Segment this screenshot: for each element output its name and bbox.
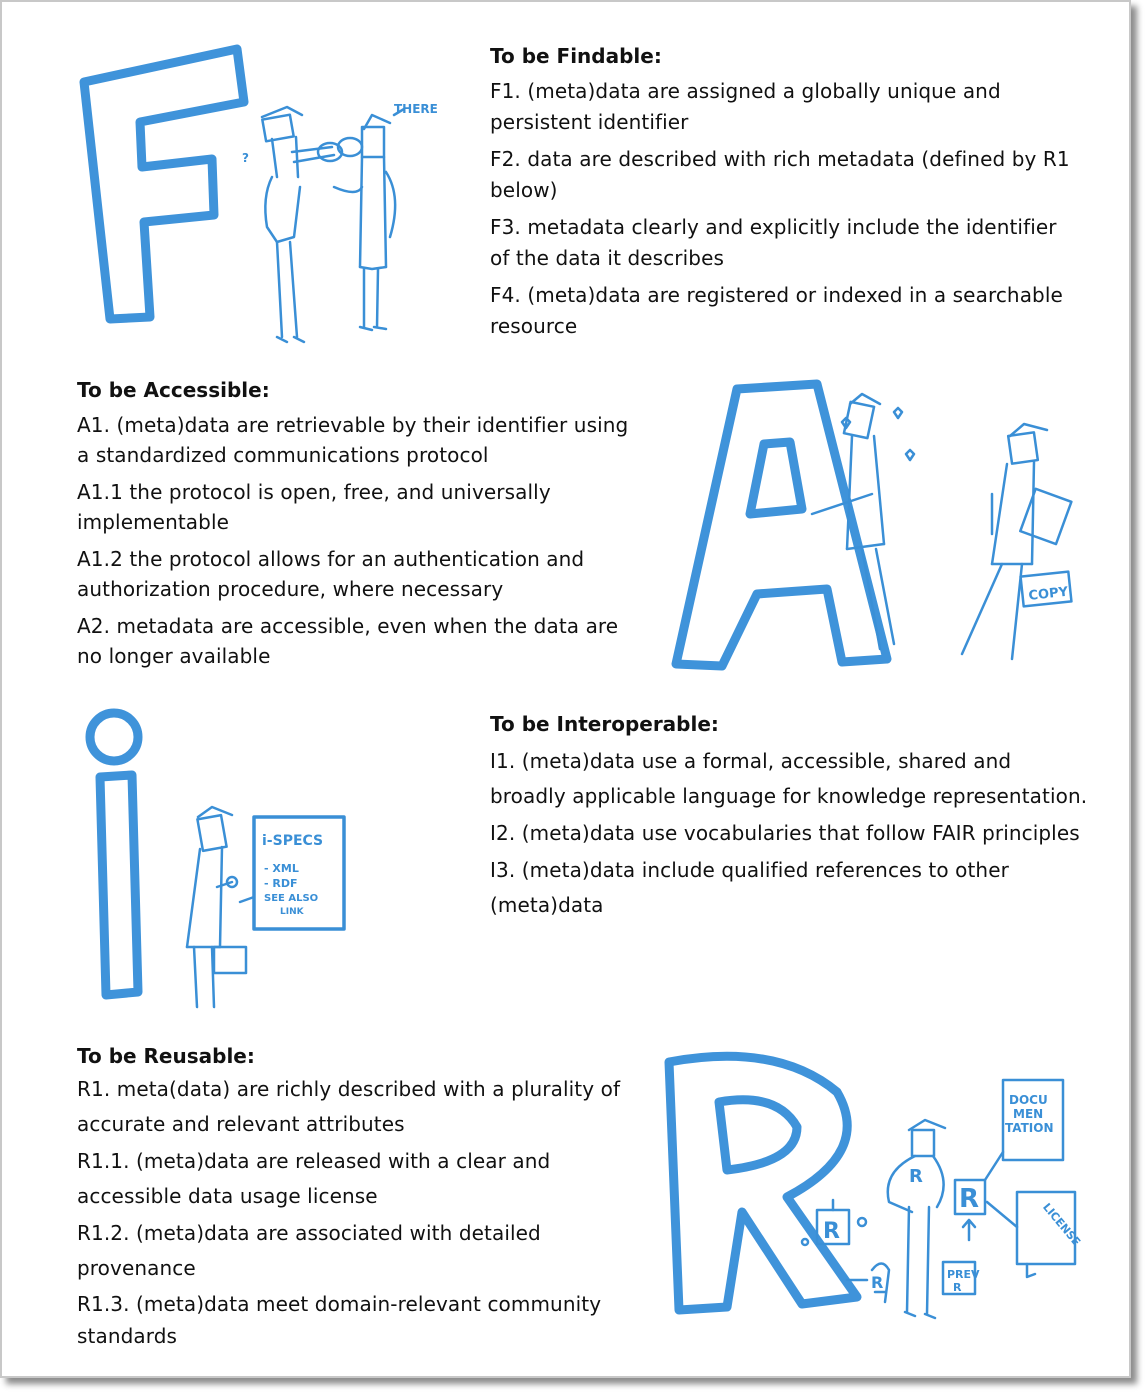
prev-r-label: R xyxy=(953,1281,962,1294)
question-mark-label: ? xyxy=(242,151,249,165)
reusable-item-r1-2: R1.2. (meta)data are associated with detailed provenance xyxy=(77,1221,541,1280)
findable-item-f2: F2. data are described with rich metadata (defined by R1 below) xyxy=(490,147,1070,202)
accessible-section xyxy=(77,376,637,678)
see-also-label: SEE ALSO xyxy=(264,893,319,904)
interoperable-section xyxy=(490,710,1090,925)
docu-label: DOCU xyxy=(1009,1093,1048,1107)
license-label: LICENSE xyxy=(1040,1200,1083,1249)
accessible-illustration xyxy=(662,374,1082,679)
interoperable-illustration xyxy=(82,707,372,1017)
reusable-item-r1-3: R1.3. (meta)data meet domain-relevant community standards xyxy=(77,1292,602,1348)
prev-label: PREV xyxy=(947,1268,980,1281)
findable-section xyxy=(490,42,1080,348)
findable-item-f4: F4. (meta)data are registered or indexed in a searchable resource xyxy=(490,283,1063,338)
interoperable-item-i1: I1. (meta)data use a formal, accessible, shared and broadly applicable language for knowledge representation. xyxy=(490,749,1088,808)
findable-item-f3: F3. metadata clearly and explicitly include the identifier of the data it describes xyxy=(490,215,1057,270)
findable-heading: To be Findable: xyxy=(490,44,662,68)
there-label: THERE xyxy=(394,102,438,116)
reusable-heading: To be Reusable: xyxy=(77,1044,255,1068)
findable-item-f1: F1. (meta)data are assigned a globally unique and persistent identifier xyxy=(490,79,1001,134)
men-label: MEN xyxy=(1013,1107,1044,1121)
box-r-label: R xyxy=(823,1219,840,1244)
ispecs-label: i-SPECS xyxy=(262,833,324,849)
link-label: LINK xyxy=(280,907,304,917)
rdf-label: - RDF xyxy=(264,877,298,890)
shirt-r-label: R xyxy=(909,1166,923,1187)
tation-label: TATION xyxy=(1005,1121,1054,1135)
card-r-label: R xyxy=(959,1184,980,1214)
interoperable-heading: To be Interoperable: xyxy=(490,712,719,736)
letter-f-icon xyxy=(84,49,244,319)
findable-scientists-icon xyxy=(262,107,404,342)
accessible-item-a2: A2. metadata are accessible, even when the data are no longer available xyxy=(77,614,619,668)
interoperable-item-i2: I2. (meta)data use vocabularies that follow FAIR principles xyxy=(490,821,1080,845)
robot-r-label: R xyxy=(871,1273,884,1292)
accessible-item-a1: A1. (meta)data are retrievable by their identifier using a standardized communications protocol xyxy=(77,413,629,467)
letter-i-icon xyxy=(90,713,138,995)
copy-label: COPY xyxy=(1027,584,1069,604)
letter-a-icon xyxy=(676,384,887,666)
reusable-item-r1-1: R1.1. (meta)data are released with a clear and accessible data usage license xyxy=(77,1149,551,1208)
accessible-item-a1-2: A1.2 the protocol allows for an authentication and authorization procedure, where necessary xyxy=(77,547,585,601)
accessible-item-a1-1: A1.1 the protocol is open, free, and universally implementable xyxy=(77,480,551,534)
xml-label: - XML xyxy=(264,862,299,875)
letter-r-icon xyxy=(669,1056,857,1310)
accessible-heading: To be Accessible: xyxy=(77,378,270,402)
findable-illustration xyxy=(72,37,472,347)
reusable-illustration xyxy=(657,1042,1097,1332)
reusable-section xyxy=(77,1042,637,1354)
interoperable-item-i3: I3. (meta)data include qualified references to other (meta)data xyxy=(490,858,1009,917)
reusable-item-r1: R1. meta(data) are richly described with a plurality of accurate and relevant attributes xyxy=(77,1077,621,1136)
